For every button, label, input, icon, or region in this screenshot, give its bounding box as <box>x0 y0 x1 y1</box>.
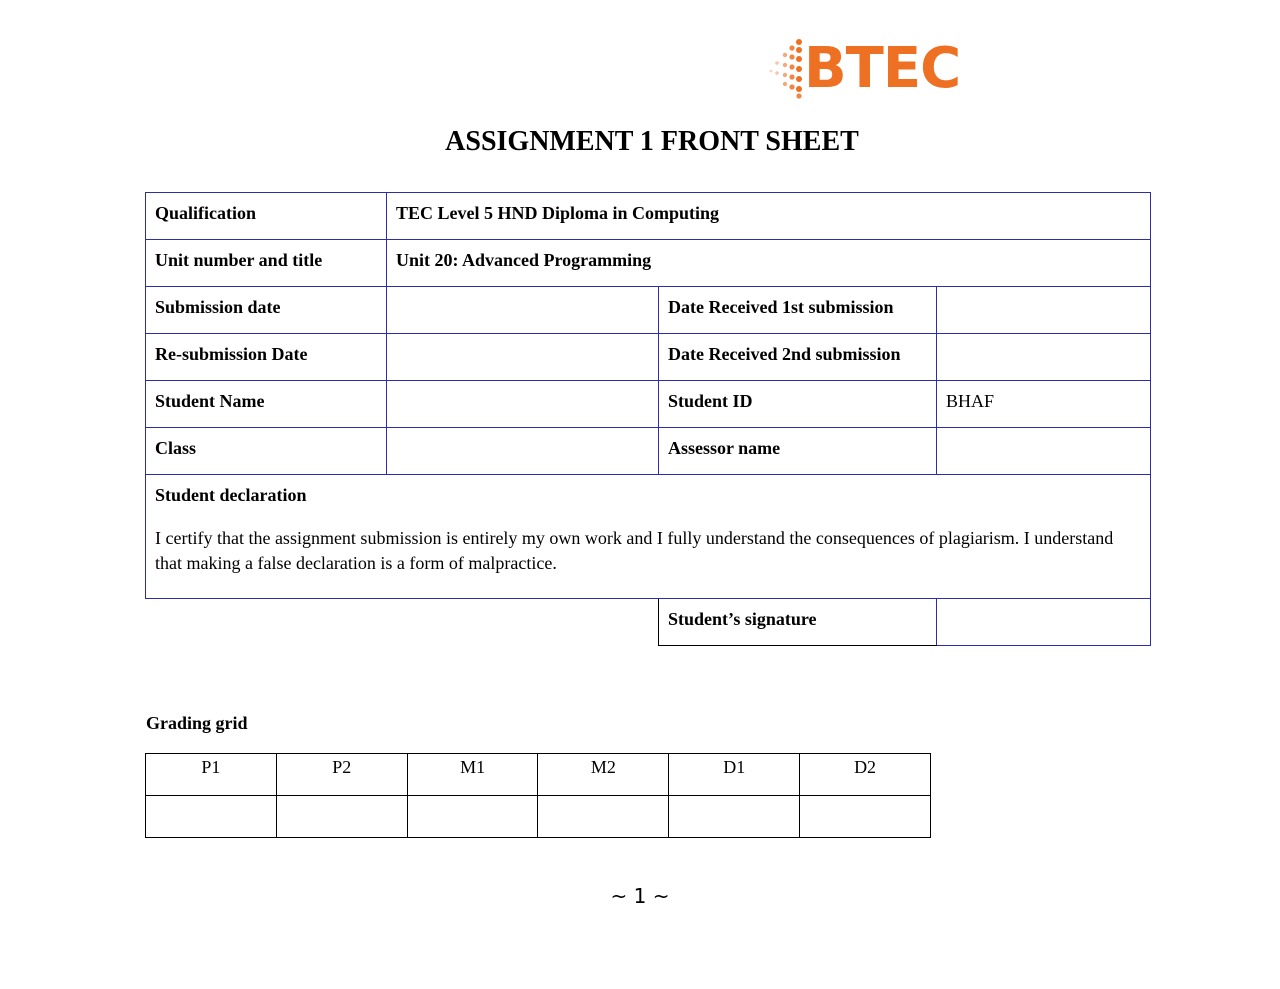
declaration-heading: Student declaration <box>155 485 307 505</box>
assessor-field[interactable] <box>937 428 1151 475</box>
qualification-label: Qualification <box>146 193 387 240</box>
submission-date-field[interactable] <box>387 287 659 334</box>
page-title: ASSIGNMENT 1 FRONT SHEET <box>445 126 859 157</box>
grading-value-row <box>146 796 931 838</box>
btec-logo <box>768 38 964 100</box>
grading-header-row <box>146 754 931 796</box>
logo-wordmark: BTEC <box>804 36 961 101</box>
unit-label: Unit number and title <box>146 240 387 287</box>
grade-header-d2: D2 <box>800 754 931 796</box>
class-label: Class <box>146 428 387 475</box>
student-name-field[interactable] <box>387 381 659 428</box>
grade-header-p1: P1 <box>146 754 277 796</box>
assessor-label: Assessor name <box>659 428 937 475</box>
submission-date-label: Submission date <box>146 287 387 334</box>
date-received-2-label: Date Received 2nd submission <box>659 334 937 381</box>
grade-header-m1: M1 <box>407 754 538 796</box>
student-row <box>146 381 1151 428</box>
student-id-field[interactable]: BHAF <box>937 381 1151 428</box>
signature-spacer <box>146 599 659 646</box>
declaration-text: I certify that the assignment submission is entirely my own work and I fully understand the consequences of plagiarism. I understand that making a false declaration is a form of malpractice. <box>155 528 1114 573</box>
qualification-row <box>146 193 1151 240</box>
grade-cell-m2[interactable] <box>538 796 669 838</box>
resubmission-row <box>146 334 1151 381</box>
grade-cell-m1[interactable] <box>407 796 538 838</box>
class-field[interactable] <box>387 428 659 475</box>
signature-field[interactable] <box>937 599 1151 646</box>
resubmission-date-field[interactable] <box>387 334 659 381</box>
student-name-label: Student Name <box>146 381 387 428</box>
resubmission-date-label: Re-submission Date <box>146 334 387 381</box>
grade-cell-d2[interactable] <box>800 796 931 838</box>
page-number: ~ 1 ~ <box>610 884 670 908</box>
grade-cell-p2[interactable] <box>276 796 407 838</box>
grading-grid-title: Grading grid <box>146 713 248 733</box>
dots-logo-icon <box>768 38 808 100</box>
date-received-1-field[interactable] <box>937 287 1151 334</box>
date-received-1-label: Date Received 1st submission <box>659 287 937 334</box>
grade-header-m2: M2 <box>538 754 669 796</box>
grade-cell-p1[interactable] <box>146 796 277 838</box>
date-received-2-field[interactable] <box>937 334 1151 381</box>
declaration-row <box>146 475 1151 599</box>
submission-row <box>146 287 1151 334</box>
student-id-label: Student ID <box>659 381 937 428</box>
grade-header-p2: P2 <box>276 754 407 796</box>
student-declaration <box>146 475 1151 599</box>
grading-grid <box>145 753 931 838</box>
unit-row <box>146 240 1151 287</box>
grade-header-d1: D1 <box>669 754 800 796</box>
signature-row <box>146 599 1151 646</box>
front-sheet-table <box>145 192 1151 646</box>
grade-cell-d1[interactable] <box>669 796 800 838</box>
qualification-value: TEC Level 5 HND Diploma in Computing <box>387 193 1151 240</box>
signature-label: Student’s signature <box>659 599 937 646</box>
unit-value: Unit 20: Advanced Programming <box>387 240 1151 287</box>
class-row <box>146 428 1151 475</box>
